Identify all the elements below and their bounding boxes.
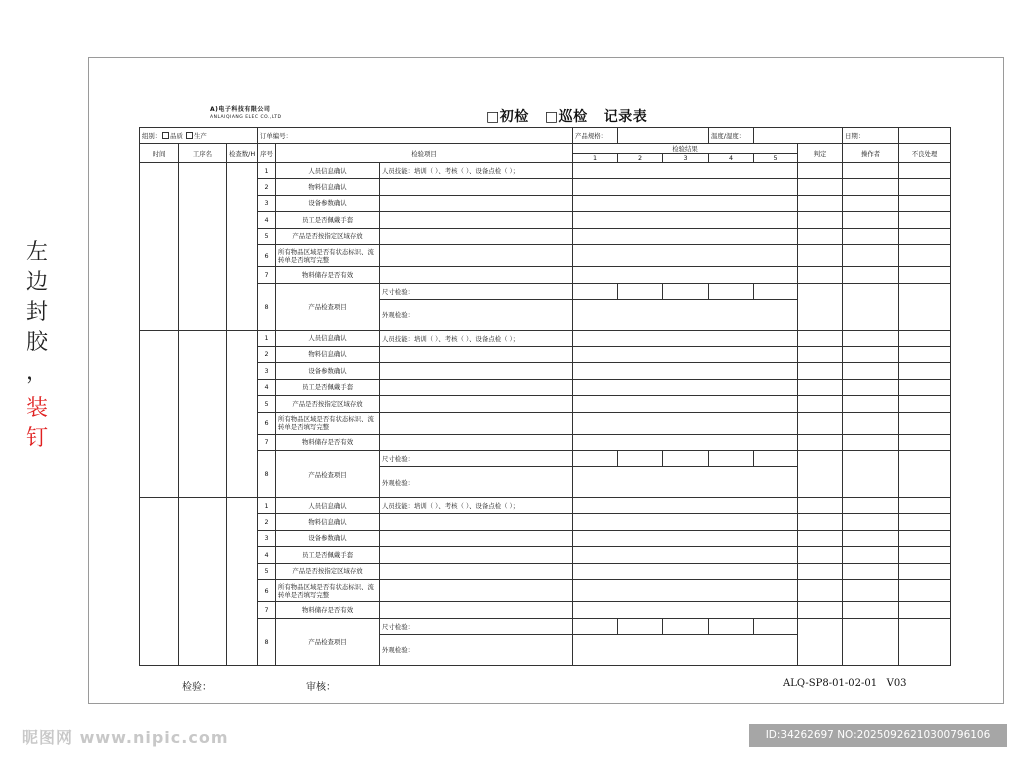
- size-result-cell[interactable]: [573, 618, 618, 634]
- operator-cell[interactable]: [843, 379, 899, 396]
- appearance-check-label[interactable]: 外观检验：: [380, 634, 573, 665]
- col-header-time: 时间: [140, 144, 179, 163]
- operator-cell[interactable]: [843, 618, 899, 665]
- size-result-cell[interactable]: [663, 451, 709, 467]
- result-col-number: 2: [618, 154, 663, 163]
- defect-cell[interactable]: [899, 228, 951, 245]
- operator-cell[interactable]: [843, 267, 899, 284]
- operator-cell[interactable]: [843, 396, 899, 413]
- process-cell[interactable]: [179, 498, 227, 666]
- group-label: 组别：: [142, 132, 162, 140]
- binding-note-char: ，: [25, 360, 48, 385]
- seq-number: 2: [258, 179, 276, 196]
- result-cell[interactable]: [573, 602, 798, 619]
- result-col-number: 3: [663, 154, 709, 163]
- result-cell[interactable]: [573, 228, 798, 245]
- defect-cell[interactable]: [899, 396, 951, 413]
- count-cell[interactable]: [227, 498, 258, 666]
- inspection-item: 物料信息确认: [276, 179, 380, 196]
- operator-cell[interactable]: [843, 514, 899, 531]
- judge-cell[interactable]: [798, 363, 843, 380]
- result-cell[interactable]: [573, 498, 798, 514]
- defect-cell[interactable]: [899, 363, 951, 380]
- operator-cell[interactable]: [843, 412, 899, 434]
- inspection-item: 设备参数确认: [276, 530, 380, 547]
- size-result-cell[interactable]: [754, 618, 798, 634]
- size-check-label[interactable]: 尺寸检验：: [380, 618, 573, 634]
- group-option-production: 生产: [194, 132, 207, 140]
- defect-cell[interactable]: [899, 618, 951, 665]
- size-result-cell[interactable]: [573, 451, 618, 467]
- result-col-number: 1: [573, 154, 618, 163]
- operator-cell[interactable]: [843, 363, 899, 380]
- operator-cell[interactable]: [843, 179, 899, 196]
- inspection-item: 物料信息确认: [276, 346, 380, 363]
- item-detail[interactable]: [380, 195, 573, 212]
- item-detail[interactable]: [380, 212, 573, 229]
- binding-note-char: 左: [25, 240, 48, 265]
- size-result-cell[interactable]: [709, 618, 754, 634]
- inspection-item: 所有物品区域是否有状态标识、流转单是否填写完整: [276, 580, 380, 602]
- result-cell[interactable]: [573, 346, 798, 363]
- seq-number: 7: [258, 434, 276, 451]
- checkbox-quality[interactable]: [162, 132, 169, 139]
- operator-cell[interactable]: [843, 580, 899, 602]
- defect-cell[interactable]: [899, 195, 951, 212]
- item-detail[interactable]: [380, 530, 573, 547]
- size-result-cell[interactable]: [573, 283, 618, 299]
- item-detail[interactable]: [380, 346, 573, 363]
- item-detail[interactable]: 人员技能：培训（ ）、考核（ ）、设备点检（ ）；: [380, 330, 573, 346]
- col-header-process: 工序名: [179, 144, 227, 163]
- inspection-item: 员工是否佩戴手套: [276, 379, 380, 396]
- judge-cell[interactable]: [798, 618, 843, 665]
- col-header-operator: 操作者: [843, 144, 899, 163]
- judge-cell[interactable]: [798, 412, 843, 434]
- judge-cell[interactable]: [798, 602, 843, 619]
- size-check-label[interactable]: 尺寸检验：: [380, 451, 573, 467]
- seq-number: 8: [258, 283, 276, 330]
- document-title: □初检 □巡检 记录表: [486, 109, 648, 125]
- product-spec-label: 产品规格：: [573, 128, 618, 144]
- result-cell[interactable]: [573, 396, 798, 413]
- operator-cell[interactable]: [843, 547, 899, 564]
- judge-cell[interactable]: [798, 563, 843, 580]
- result-cell[interactable]: [573, 179, 798, 196]
- result-cell[interactable]: [573, 434, 798, 451]
- defect-cell[interactable]: [899, 563, 951, 580]
- col-header-judge: 判定: [798, 144, 843, 163]
- seq-number: 5: [258, 396, 276, 413]
- seq-number: 1: [258, 498, 276, 514]
- time-cell[interactable]: [140, 498, 179, 666]
- group-field[interactable]: [140, 128, 258, 144]
- seq-number: 2: [258, 346, 276, 363]
- result-cell[interactable]: [573, 330, 798, 346]
- operator-cell[interactable]: [843, 563, 899, 580]
- result-col-number: 4: [709, 154, 754, 163]
- seq-number: 1: [258, 163, 276, 179]
- seq-number: 3: [258, 363, 276, 380]
- item-detail[interactable]: [380, 396, 573, 413]
- temp-humidity-label: 温度/湿度：: [709, 128, 754, 144]
- operator-cell[interactable]: [843, 330, 899, 346]
- defect-cell[interactable]: [899, 451, 951, 498]
- judge-cell[interactable]: [798, 396, 843, 413]
- result-cell[interactable]: [573, 530, 798, 547]
- appearance-result-cell[interactable]: [573, 467, 798, 498]
- inspector-signature: 检验：: [182, 682, 212, 693]
- defect-cell[interactable]: [899, 547, 951, 564]
- company-name: [210, 106, 281, 122]
- seq-number: 8: [258, 451, 276, 498]
- size-result-cell[interactable]: [618, 618, 663, 634]
- inspection-item: 人员信息确认: [276, 498, 380, 514]
- judge-cell[interactable]: [798, 434, 843, 451]
- result-cell[interactable]: [573, 195, 798, 212]
- inspection-item: 所有物品区域是否有状态标识、流转单是否填写完整: [276, 412, 380, 434]
- item-detail[interactable]: [380, 547, 573, 564]
- judge-cell[interactable]: [798, 283, 843, 330]
- operator-cell[interactable]: [843, 602, 899, 619]
- inspection-item: 人员信息确认: [276, 330, 380, 346]
- col-header-item: 检验项目: [276, 144, 573, 163]
- defect-cell[interactable]: [899, 580, 951, 602]
- judge-cell[interactable]: [798, 547, 843, 564]
- defect-cell[interactable]: [899, 283, 951, 330]
- col-header-result: 检验结果: [573, 144, 798, 154]
- seq-number: 5: [258, 228, 276, 245]
- item-detail[interactable]: [380, 580, 573, 602]
- seq-number: 4: [258, 547, 276, 564]
- item-detail[interactable]: [380, 228, 573, 245]
- size-result-cell[interactable]: [618, 283, 663, 299]
- item-detail[interactable]: [380, 245, 573, 267]
- judge-cell[interactable]: [798, 330, 843, 346]
- defect-cell[interactable]: [899, 530, 951, 547]
- binding-note-char: 钉: [25, 426, 48, 451]
- count-cell[interactable]: [227, 330, 258, 498]
- seq-number: 6: [258, 580, 276, 602]
- inspection-item: 所有物品区域是否有状态标识、流转单是否填写完整: [276, 245, 380, 267]
- defect-cell[interactable]: [899, 163, 951, 179]
- seq-number: 5: [258, 563, 276, 580]
- defect-cell[interactable]: [899, 179, 951, 196]
- inspection-item: 产品是否按指定区域存放: [276, 563, 380, 580]
- inspection-record-table: [139, 127, 951, 666]
- result-cell[interactable]: [573, 363, 798, 380]
- judge-cell[interactable]: [798, 498, 843, 514]
- inspection-item: 物料储存是否有效: [276, 602, 380, 619]
- size-result-cell[interactable]: [709, 451, 754, 467]
- seq-number: 4: [258, 379, 276, 396]
- operator-cell[interactable]: [843, 451, 899, 498]
- inspection-item: 产品是否按指定区域存放: [276, 396, 380, 413]
- result-cell[interactable]: [573, 212, 798, 229]
- time-cell[interactable]: [140, 163, 179, 331]
- seq-number: 3: [258, 195, 276, 212]
- defect-cell[interactable]: [899, 412, 951, 434]
- inspection-item: 员工是否佩戴手套: [276, 212, 380, 229]
- item-detail[interactable]: [380, 563, 573, 580]
- size-result-cell[interactable]: [754, 451, 798, 467]
- defect-cell[interactable]: [899, 346, 951, 363]
- defect-cell[interactable]: [899, 267, 951, 284]
- document-code: ALQ-SP8-01-02-01 V03: [783, 678, 907, 689]
- binding-note-char: 封: [25, 300, 48, 325]
- size-result-cell[interactable]: [663, 283, 709, 299]
- operator-cell[interactable]: [843, 163, 899, 179]
- size-result-cell[interactable]: [663, 618, 709, 634]
- judge-cell[interactable]: [798, 514, 843, 531]
- item-detail[interactable]: [380, 434, 573, 451]
- item-detail[interactable]: [380, 379, 573, 396]
- judge-cell[interactable]: [798, 179, 843, 196]
- temp-humidity-input[interactable]: [754, 128, 843, 144]
- operator-cell[interactable]: [843, 498, 899, 514]
- reviewer-signature: 审核：: [306, 682, 336, 693]
- judge-cell[interactable]: [798, 379, 843, 396]
- result-cell[interactable]: [573, 245, 798, 267]
- defect-cell[interactable]: [899, 330, 951, 346]
- count-cell[interactable]: [227, 163, 258, 331]
- seq-number: 6: [258, 412, 276, 434]
- seq-number: 7: [258, 602, 276, 619]
- result-cell[interactable]: [573, 267, 798, 284]
- item-detail[interactable]: [380, 363, 573, 380]
- item-detail[interactable]: [380, 602, 573, 619]
- inspection-item: 产品检查项目: [276, 283, 380, 330]
- result-cell[interactable]: [573, 514, 798, 531]
- inspection-item: 设备参数确认: [276, 363, 380, 380]
- order-number-label: 订单编号：: [260, 132, 292, 140]
- defect-cell[interactable]: [899, 514, 951, 531]
- size-check-label[interactable]: 尺寸检验：: [380, 283, 573, 299]
- judge-cell[interactable]: [798, 228, 843, 245]
- item-detail[interactable]: [380, 179, 573, 196]
- order-number-field[interactable]: [258, 128, 573, 144]
- judge-cell[interactable]: [798, 163, 843, 179]
- inspection-item: 产品检查项目: [276, 618, 380, 665]
- result-cell[interactable]: [573, 580, 798, 602]
- process-cell[interactable]: [179, 330, 227, 498]
- time-cell[interactable]: [140, 330, 179, 498]
- inspection-item: 物料信息确认: [276, 514, 380, 531]
- binding-note-char: 边: [25, 270, 48, 295]
- operator-cell[interactable]: [843, 195, 899, 212]
- result-col-number: 5: [754, 154, 798, 163]
- defect-cell[interactable]: [899, 212, 951, 229]
- result-cell[interactable]: [573, 547, 798, 564]
- date-input[interactable]: [899, 128, 951, 144]
- appearance-check-label[interactable]: 外观检验：: [380, 467, 573, 498]
- defect-cell[interactable]: [899, 602, 951, 619]
- item-detail[interactable]: [380, 412, 573, 434]
- defect-cell[interactable]: [899, 379, 951, 396]
- defect-cell[interactable]: [899, 245, 951, 267]
- process-cell[interactable]: [179, 163, 227, 331]
- binding-note-char: 胶: [25, 330, 48, 355]
- watermark-logo: 昵图网 www.nipic.com: [22, 728, 229, 747]
- size-result-cell[interactable]: [709, 283, 754, 299]
- result-cell[interactable]: [573, 412, 798, 434]
- binding-note: [22, 238, 52, 454]
- item-detail[interactable]: [380, 267, 573, 284]
- operator-cell[interactable]: [843, 530, 899, 547]
- operator-cell[interactable]: [843, 245, 899, 267]
- appearance-result-cell[interactable]: [573, 634, 798, 665]
- operator-cell[interactable]: [843, 346, 899, 363]
- size-result-cell[interactable]: [754, 283, 798, 299]
- product-spec-input[interactable]: [618, 128, 709, 144]
- operator-cell[interactable]: [843, 228, 899, 245]
- inspection-item: 物料储存是否有效: [276, 434, 380, 451]
- seq-number: 3: [258, 530, 276, 547]
- inspection-item: 物料储存是否有效: [276, 267, 380, 284]
- col-header-seq: 序号: [258, 144, 276, 163]
- judge-cell[interactable]: [798, 267, 843, 284]
- appearance-check-label[interactable]: 外观检验：: [380, 299, 573, 330]
- seq-number: 7: [258, 267, 276, 284]
- inspection-item: 员工是否佩戴手套: [276, 547, 380, 564]
- seq-number: 8: [258, 618, 276, 665]
- inspection-item: 人员信息确认: [276, 163, 380, 179]
- checkbox-production[interactable]: [186, 132, 193, 139]
- seq-number: 6: [258, 245, 276, 267]
- company-name-en: ANLAIQIANG ELEC CO.,LTD: [210, 115, 282, 120]
- watermark-id: ID:34262697 NO:20250926210300796106: [749, 724, 1007, 747]
- result-cell[interactable]: [573, 563, 798, 580]
- judge-cell[interactable]: [798, 245, 843, 267]
- inspection-item: 产品是否按指定区域存放: [276, 228, 380, 245]
- binding-note-char: 装: [25, 396, 48, 421]
- result-cell[interactable]: [573, 163, 798, 179]
- judge-cell[interactable]: [798, 530, 843, 547]
- date-label: 日期：: [843, 128, 899, 144]
- col-header-defect: 不良处理: [899, 144, 951, 163]
- operator-cell[interactable]: [843, 434, 899, 451]
- group-option-quality: 品质: [170, 132, 183, 140]
- appearance-result-cell[interactable]: [573, 299, 798, 330]
- inspection-item: 设备参数确认: [276, 195, 380, 212]
- item-detail[interactable]: 人员技能：培训（ ）、考核（ ）、设备点检（ ）；: [380, 498, 573, 514]
- judge-cell[interactable]: [798, 451, 843, 498]
- result-cell[interactable]: [573, 379, 798, 396]
- operator-cell[interactable]: [843, 212, 899, 229]
- judge-cell[interactable]: [798, 580, 843, 602]
- seq-number: 4: [258, 212, 276, 229]
- operator-cell[interactable]: [843, 283, 899, 330]
- judge-cell[interactable]: [798, 346, 843, 363]
- seq-number: 1: [258, 330, 276, 346]
- judge-cell[interactable]: [798, 195, 843, 212]
- seq-number: 2: [258, 514, 276, 531]
- item-detail[interactable]: [380, 514, 573, 531]
- col-header-count: 检查数/H: [227, 144, 258, 163]
- judge-cell[interactable]: [798, 212, 843, 229]
- inspection-item: 产品检查项目: [276, 451, 380, 498]
- item-detail[interactable]: 人员技能：培训（ ）、考核（ ）、设备点检（ ）；: [380, 163, 573, 179]
- defect-cell[interactable]: [899, 498, 951, 514]
- company-name-cn: A)电子科技有限公司: [210, 106, 271, 113]
- defect-cell[interactable]: [899, 434, 951, 451]
- size-result-cell[interactable]: [618, 451, 663, 467]
